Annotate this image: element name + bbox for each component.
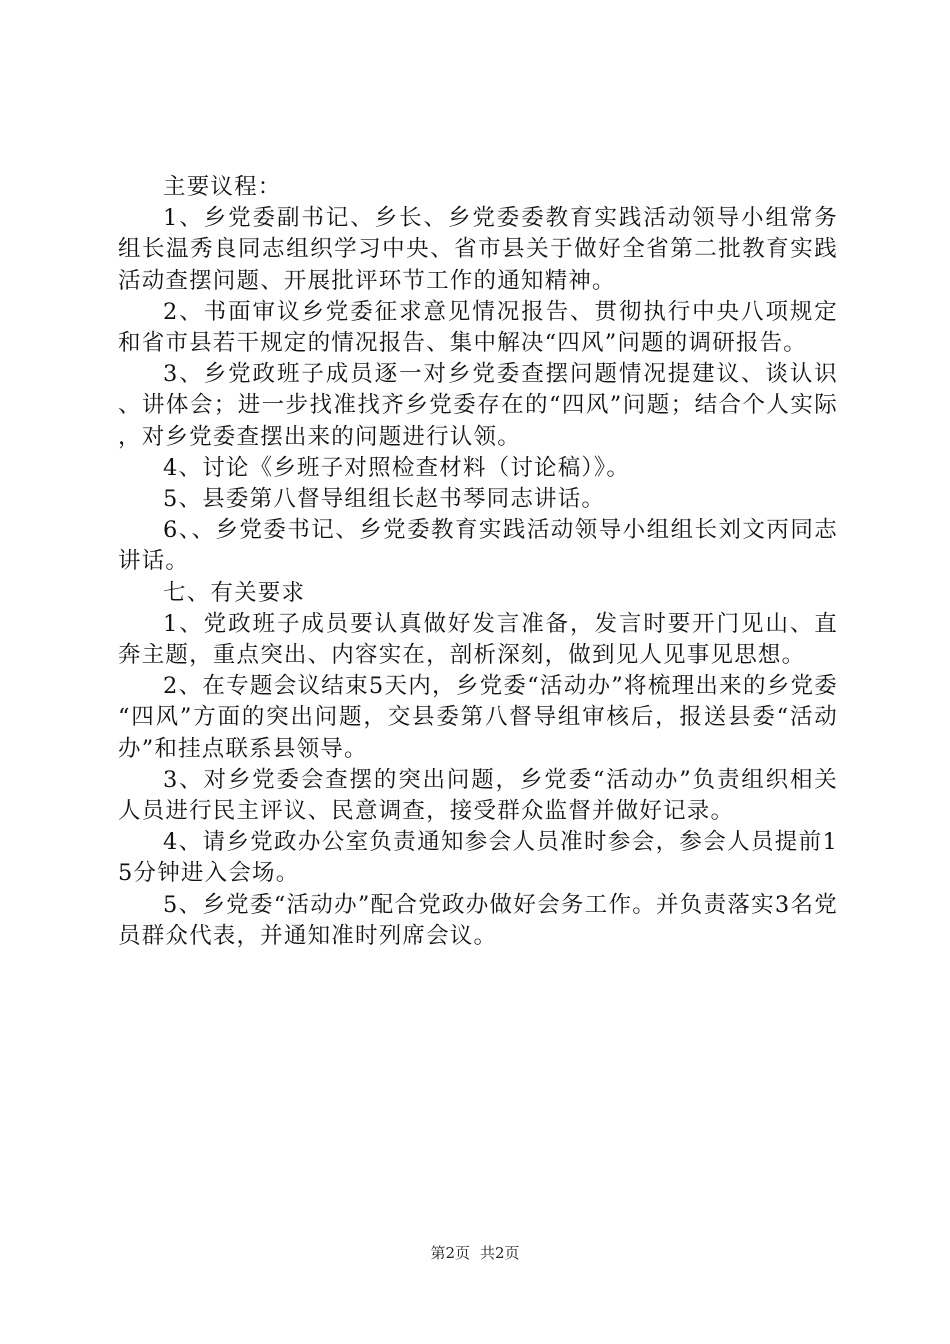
- agenda-item-5: 5、县委第八督导组组长赵书琴同志讲话。: [163, 486, 606, 513]
- page-number: 第2页: [430, 1244, 470, 1262]
- agenda-heading: 主要议程：: [163, 174, 282, 200]
- agenda-item-1: 1、乡党委副书记、乡长、乡党委委教育实践活动领导小组常务组长温秀良同志组织学习中央、省市县关于做好全省第二批教育实践活动查摆问题、开展批评环节工作的通知精神。: [118, 205, 838, 294]
- agenda-item-2: 2、书面审议乡党委征求意见情况报告、贯彻执行中央八项规定和省市县若干规定的情况报告、集中解决“四风”问题的调研报告。: [118, 298, 838, 357]
- page-footer: [0, 1243, 950, 1263]
- agenda-item-4: 4、讨论《乡班子对照检查材料（讨论稿）》。: [163, 454, 631, 481]
- agenda-item-6: 6、、乡党委书记、乡党委教育实践活动领导小组组长刘文丙同志讲话。: [118, 517, 838, 575]
- document-body: [118, 172, 838, 952]
- requirement-item-3: 3、对乡党委会查摆的突出问题，乡党委“活动办”负责组织相关人员进行民主评议、民意调查，接受群众监督并做好记录。: [118, 766, 838, 825]
- requirement-item-4: 4、请乡党政办公室负责通知参会人员准时参会，参会人员提前15分钟进入会场。: [118, 829, 838, 887]
- page-total: 共2页: [480, 1244, 520, 1262]
- requirements-heading: 七、有关要求: [163, 579, 306, 606]
- requirement-item-5: 5、乡党委“活动办”配合党政办做好会务工作。并负责落实3名党员群众代表，并通知准时列席会议。: [118, 891, 838, 949]
- requirement-item-1: 1、党政班子成员要认真做好发言准备，发言时要开门见山、直奔主题，重点突出、内容实在，剖析深刻，做到见人见事见思想。: [118, 610, 838, 669]
- agenda-item-3: 3、乡党政班子成员逐一对乡党委查摆问题情况提建议、谈认识、讲体会；进一步找准找齐乡党委存在的“四风”问题；结合个人实际，对乡党委查摆出来的问题进行认领。: [118, 361, 838, 450]
- requirement-item-2: 2、在专题会议结束5天内，乡党委“活动办”将梳理出来的乡党委“四风”方面的突出问题，交县委第八督导组审核后，报送县委“活动办”和挂点联系县领导。: [118, 673, 838, 762]
